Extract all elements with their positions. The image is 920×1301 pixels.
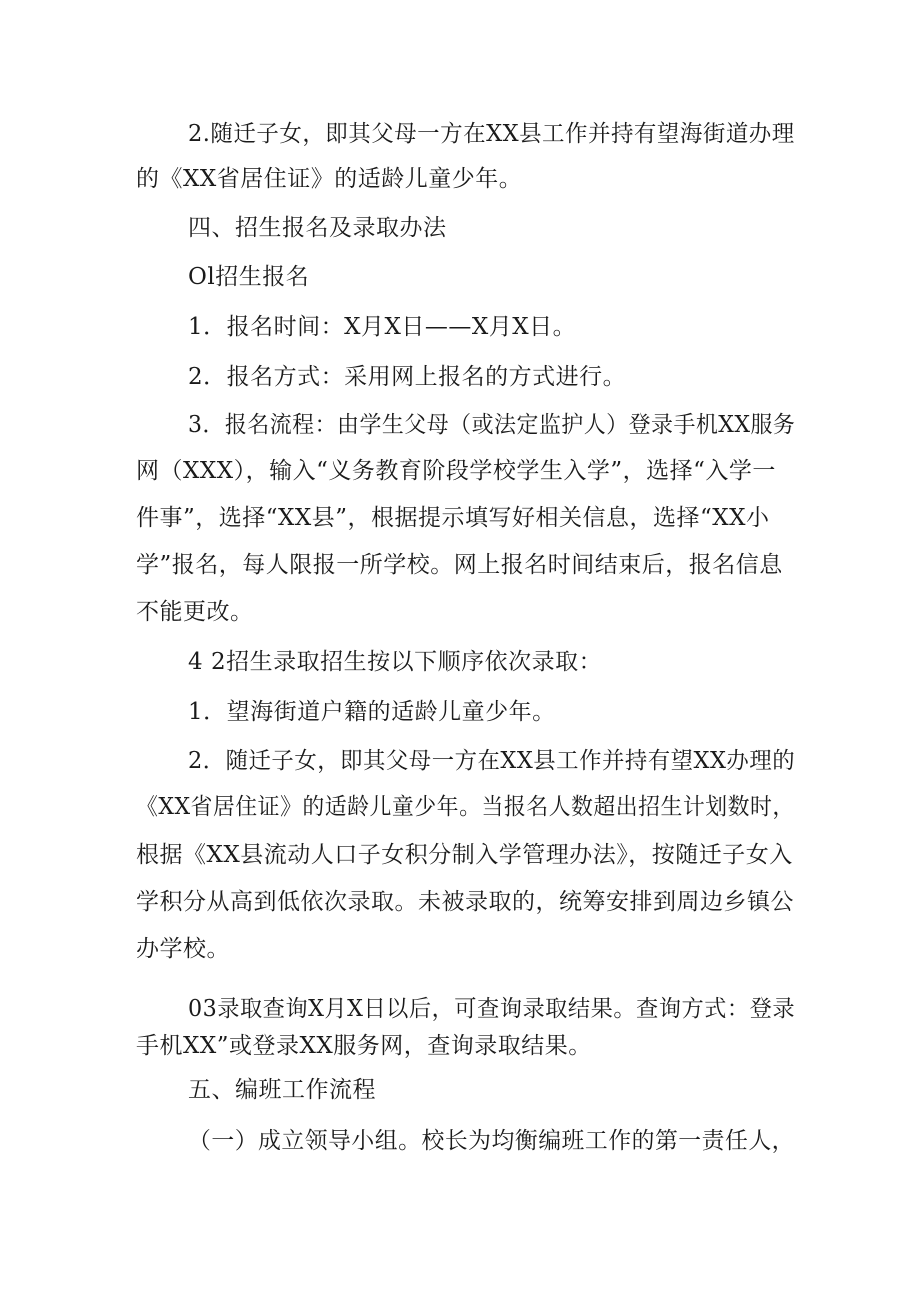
paragraph-line: 手机XX”或登录XX服务网，查询录取结果。 bbox=[136, 1033, 592, 1059]
subsection-heading-admission: 4 2招生录取招生按以下顺序依次录取： bbox=[188, 649, 603, 675]
section-heading-4: 四、招生报名及录取办法 bbox=[188, 215, 447, 241]
section-heading-5: 五、编班工作流程 bbox=[188, 1077, 376, 1103]
list-item-3: 3．报名流程：由学生父母（或法定监护人）登录手机XX服务 bbox=[188, 412, 796, 438]
paragraph-line-2: 的《XX省居住证》的适龄儿童少年。 bbox=[136, 166, 523, 192]
paragraph-line: 不能更改。 bbox=[136, 599, 254, 625]
list-item-1: 1．报名时间：X月X日——X月X日。 bbox=[188, 314, 577, 340]
paragraph-line: （一）成立领导小组。校长为均衡编班工作的第一责任人， bbox=[188, 1128, 796, 1154]
list-item-2: 2．随迁子女，即其父母一方在XX县工作并持有望XX办理的 bbox=[188, 748, 796, 774]
paragraph-line: 学”报名，每人限报一所学校。网上报名时间结束后，报名信息 bbox=[136, 552, 783, 578]
subsection-heading-enrollment: Ol招生报名 bbox=[188, 264, 310, 290]
list-item-2: 2．报名方式：采用网上报名的方式进行。 bbox=[188, 364, 627, 390]
paragraph-line: 办学校。 bbox=[136, 936, 230, 962]
paragraph-line: 根据《XX县流动人口子女积分制入学管理办法》，按随迁子女入 bbox=[136, 842, 793, 868]
paragraph-line: 件事”，选择“XX县”，根据提示填写好相关信息，选择“XX小 bbox=[136, 505, 770, 531]
paragraph-line: 网（XXX），输入“义务教育阶段学校学生入学”，选择“入学一 bbox=[136, 458, 776, 484]
paragraph-line: 《XX省居住证》的适龄儿童少年。当报名人数超出招生计划数时， bbox=[136, 794, 795, 820]
subsection-heading-query: 03录取查询X月X日以后，可查询录取结果。查询方式：登录 bbox=[188, 996, 796, 1022]
list-item-1: 1．望海街道户籍的适龄儿童少年。 bbox=[188, 699, 556, 725]
paragraph-line-1: 2.随迁子女，即其父母一方在XX县工作并持有望海街道办理 bbox=[188, 121, 795, 147]
paragraph-line: 学积分从高到低依次录取。未被录取的，统筹安排到周边乡镇公 bbox=[136, 889, 794, 915]
